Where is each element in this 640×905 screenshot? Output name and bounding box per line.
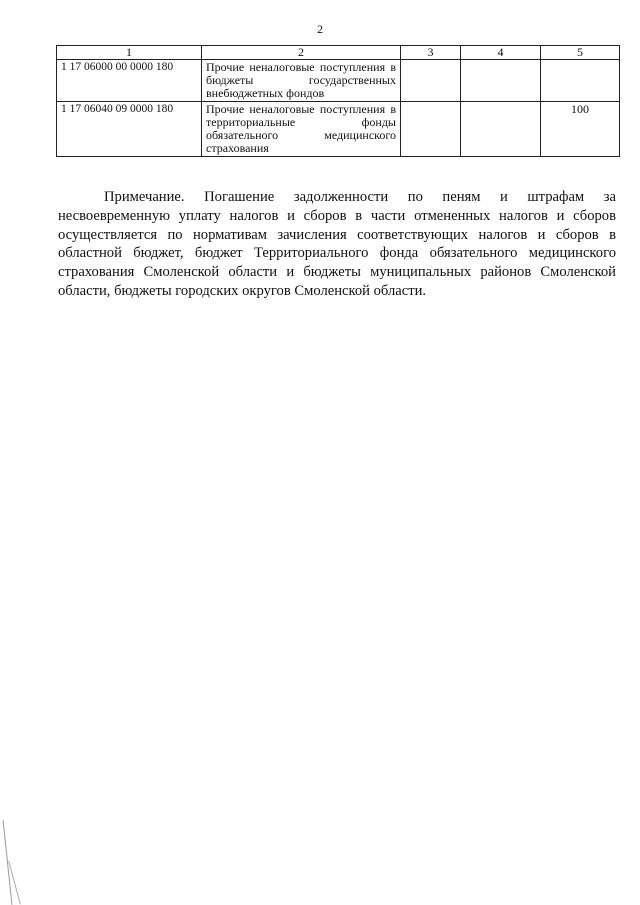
table-header-cell: 2 — [202, 46, 401, 60]
table-row — [57, 60, 620, 102]
value-cell — [401, 102, 461, 157]
table-header-row — [57, 46, 620, 60]
page-number: 2 — [317, 22, 323, 36]
value-cell — [461, 60, 541, 102]
note-paragraph: Примечание. Погашение задолженности по пеням и штрафам за несвоевременную уплату налогов и сборов в части отмененных налогов и сборов осуществляется по нормативам зачисления соответствующих налогов и сборов в областной бюджет, бюджет Территориального фонда обязательного медицинского страхования Смоленской области и бюджеты муниципальных районов Смоленской области, бюджеты городских округов Смоленской области. — [58, 189, 616, 299]
revenue-name-cell: Прочие неналоговые поступления в бюджеты государственных внебюджетных фондов — [202, 60, 401, 102]
budget-code-cell: 1 17 06040 09 0000 180 — [57, 102, 202, 157]
value-cell — [541, 60, 620, 102]
table-header-cell: 5 — [541, 46, 620, 60]
value-cell — [461, 102, 541, 157]
table-header-cell: 1 — [57, 46, 202, 60]
value-cell — [401, 60, 461, 102]
table-header-cell: 3 — [401, 46, 461, 60]
revenue-table — [56, 45, 620, 157]
table-row — [57, 102, 620, 157]
revenue-name-cell: Прочие неналоговые поступления в территориальные фонды обязательного медицинского страхования — [202, 102, 401, 157]
scan-artifact — [3, 820, 13, 905]
table-header-cell: 4 — [461, 46, 541, 60]
value-cell: 100 — [541, 102, 620, 157]
budget-code-cell: 1 17 06000 00 0000 180 — [57, 60, 202, 102]
